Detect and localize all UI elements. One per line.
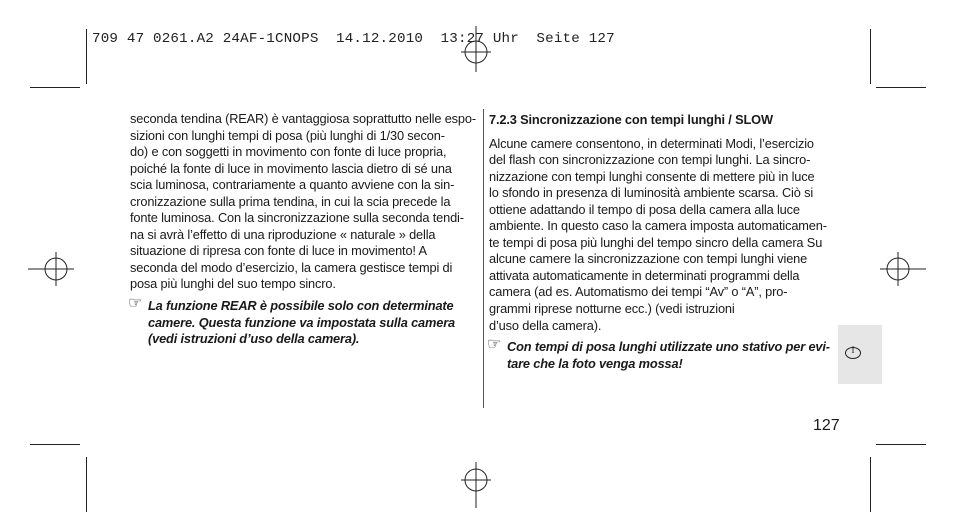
body-line: lo sfondo in presenza di luminosità ambiente scarsa. Ciò si (489, 185, 814, 201)
body-line: del flash con sincronizzazione con tempi lunghi. La sincro- (489, 152, 811, 168)
print-slug-header: 709 47 0261.A2 24AF-1CNOPS 14.12.2010 13:27 Uhr Seite 127 (92, 31, 615, 47)
crop-mark-bottom-right-h (876, 444, 926, 445)
body-line: situazione di ripresa con fonte di luce in movimento! A (130, 243, 427, 259)
body-line: nizzazione con tempi lunghi consente di mettere più in luce (489, 168, 815, 184)
body-line: te tempi di posa più lunghi del tempo sincro della camera Su (489, 234, 823, 250)
body-line: Alcune camere consentono, in determinati Modi, l’esercizio (489, 135, 814, 151)
page-number: 127 (813, 417, 840, 434)
crop-mark-top-right-v (870, 29, 871, 84)
body-line: d’uso della camera). (489, 317, 602, 333)
language-badge-icon (845, 347, 861, 359)
note-line: (vedi istruzioni d’uso della camera). (148, 331, 360, 347)
crop-mark-bottom-right-v (870, 457, 871, 512)
body-line: sizioni con lunghi tempi di posa (più lunghi di 1/30 secon- (130, 127, 445, 143)
body-line: fonte luminosa. Con la sincronizzazione sulla seconda tendi- (130, 210, 464, 226)
body-line: posa più lunghi del suo tempo sincro. (130, 276, 336, 292)
body-line: poiché la fonte di luce in movimento lascia dietro di sé una (130, 160, 452, 176)
pointing-hand-icon: ☞ (487, 336, 502, 354)
section-heading: 7.2.3 Sincronizzazione con tempi lunghi / SLOW (489, 112, 773, 127)
crop-mark-top-left-h (30, 87, 80, 88)
left-column (130, 111, 476, 348)
language-letter: I (851, 345, 855, 355)
body-line: do) e con soggetti in movimento con fonte di luce propria, (130, 144, 447, 160)
tripod-note (487, 336, 830, 372)
body-line: na si avrà l’effetto di una riproduzione « naturale » della (130, 226, 436, 242)
column-divider (483, 109, 484, 408)
pointing-hand-icon: ☞ (128, 295, 143, 313)
body-line: ambiente. In questo caso la camera imposta automaticamen- (489, 218, 827, 234)
body-line: seconda tendina (REAR) è vantaggiosa soprattutto nelle espo- (130, 111, 476, 126)
note-line: tare che la foto venga mossa! (507, 355, 683, 371)
right-column (489, 112, 830, 372)
note-line: camere. Questa funzione va impostata sulla camera (148, 314, 456, 330)
crop-mark-bottom-left-v (86, 457, 87, 512)
body-line: camera (ad es. Automatismo dei tempi “Av” o “A”, pro- (489, 284, 788, 300)
body-line: alcune camere la sincronizzazione con tempi lunghi viene (489, 251, 808, 267)
registration-mark-right (880, 250, 926, 288)
body-line: cronizzazione sulla prima tendina, in cui la scia precede la (130, 193, 451, 209)
language-tab (838, 325, 882, 384)
note-line: La funzione REAR è possibile solo con determinate (148, 298, 454, 314)
body-line: scia luminosa, contrariamente a quanto avviene con la sin- (130, 177, 455, 193)
crop-mark-top-left-v (86, 29, 87, 84)
body-line: seconda del modo d’esercizio, la camera gestisce tempi di (130, 259, 453, 275)
body-line: grammi riprese notturne ecc.) (vedi istruzioni (489, 301, 735, 317)
crop-mark-bottom-left-h (30, 444, 80, 445)
registration-mark-bottom (461, 462, 491, 508)
body-line: attivata automaticamente in determinati programmi della (489, 267, 800, 283)
body-line: ottiene adattando il tempo di posa della camera alla luce (489, 201, 800, 217)
rear-function-note (128, 295, 476, 348)
note-line: Con tempi di posa lunghi utilizzate uno stativo per evi- (507, 339, 830, 355)
registration-mark-left (28, 250, 74, 288)
crop-mark-top-right-h (876, 87, 926, 88)
